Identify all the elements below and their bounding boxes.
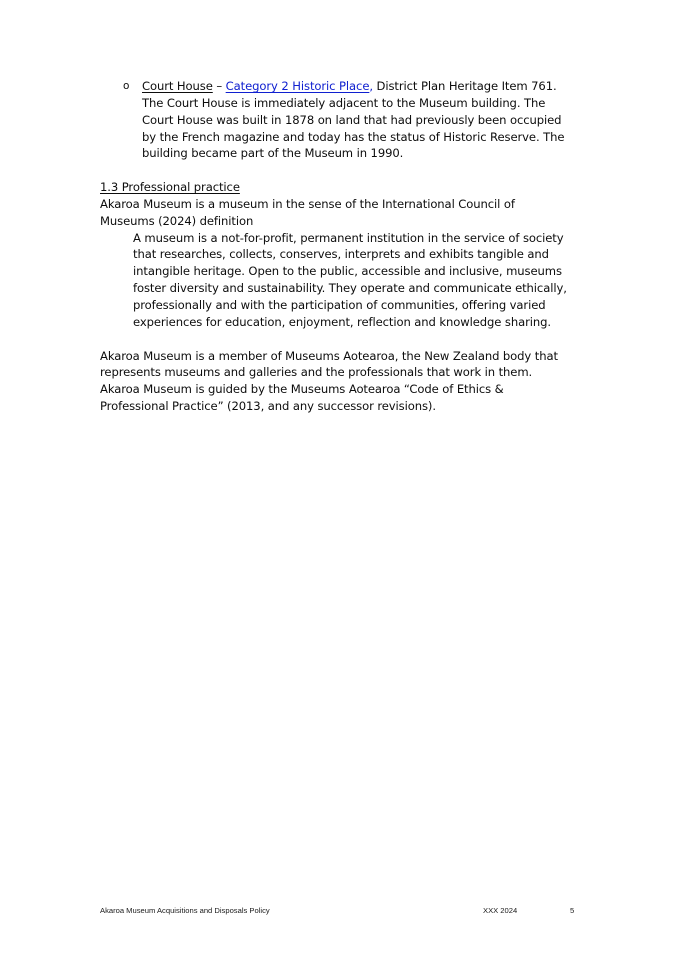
- icom-museum-definition: A museum is a not-for-profit, permanent institution in the service of society that researches, collects, conserves, interprets and exhibits tangible and intangible heritage. Open to the public, accessible and inclusive, museums foster diversity and sustainability. They operate and communicate ethically, professionally and with the participation of communities, offering varied experiences for education, enjoyment, reflection and knowledge sharing.: [133, 230, 567, 329]
- bullet-marker-icon: o: [123, 80, 130, 92]
- link-trailing-comma: ,: [369, 79, 373, 93]
- section-intro-paragraph: Akaroa Museum is a museum in the sense of the International Council of Museums (2024) definition: [100, 196, 515, 228]
- museums-aotearoa-paragraph: Akaroa Museum is a member of Museums Aotearoa, the New Zealand body that represents museums and galleries and the professionals that work in them. Akaroa Museum is guided by the Museums Aotearoa “Code of Ethics & Professional Practice” (2013, and any successor revisions).: [100, 348, 558, 414]
- document-body: [100, 78, 568, 415]
- footer-page-number: 5: [570, 906, 575, 915]
- paragraph-spacer: [100, 331, 568, 348]
- title-dash: –: [212, 79, 226, 93]
- list-item-body: District Plan Heritage Item 761. The Court House is immediately adjacent to the Museum building. The Court House was built in 1878 on land that had previously been occupied by the French magazine and today has the status of Historic Reserve. The building became part of the Museum in 1990.: [142, 79, 565, 161]
- footer-document-title: Akaroa Museum Acquisitions and Disposals Policy: [100, 906, 270, 915]
- footer-date: XXX 2024: [483, 906, 518, 915]
- section-heading-1-3: 1.3 Professional practice: [100, 180, 240, 195]
- page-footer: [100, 904, 575, 918]
- category-2-historic-place-link[interactable]: Category 2 Historic Place: [225, 79, 370, 93]
- court-house-title: Court House: [142, 79, 213, 93]
- list-item-text: [142, 78, 568, 162]
- list-item: [100, 78, 568, 162]
